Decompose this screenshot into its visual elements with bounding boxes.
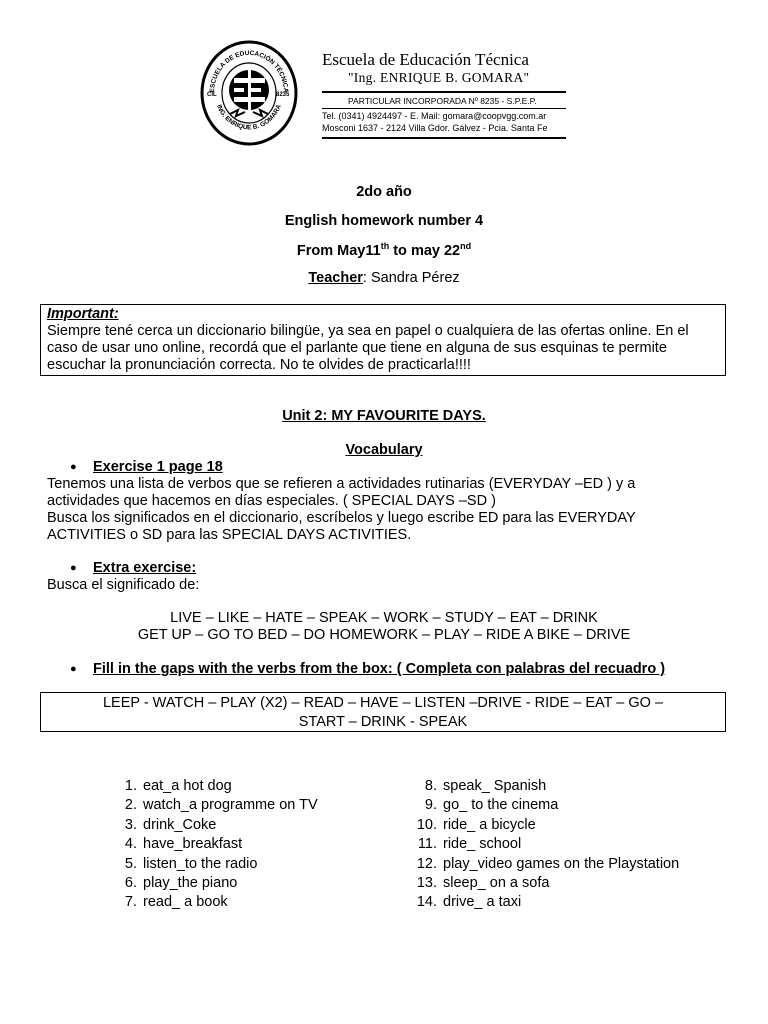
extra-verbs-line-2: GET UP – GO TO BED – DO HOMEWORK – PLAY – RIDE A BIKE – DRIVE <box>137 627 631 643</box>
list-item-text: listen_to the radio <box>143 855 258 872</box>
list-item-text: eat_a hot dog <box>143 778 232 794</box>
school-contact: Tel. (0341) 4924497 - E. Mail: gomara@coopvgg.com.ar <box>322 111 547 121</box>
list-item <box>112 796 318 815</box>
list-item <box>402 855 679 874</box>
svg-text:ING. ENRIQUE B. GOMARA: ING. ENRIQUE B. GOMARA <box>215 103 283 132</box>
list-item-number: 14. <box>416 894 437 911</box>
date-range: From May11th to may 22nd <box>296 241 472 259</box>
list-item <box>402 816 679 835</box>
exercise1-instructions: Tenemos una lista de verbos que se refieren a actividades rutinarias (EVERYDAY –ED ) y a actividades que hacemos en días especiales. ( SPECIAL DAYS –SD ) Busca los significados en el diccionario, escríbelos y luego escribe ED para las EVERYDAY ACTIVITIES o SD para las SPECIAL DAYS ACTIVITIES. <box>47 476 636 543</box>
verb-box: LEEP - WATCH – PLAY (X2) – READ – HAVE – LISTEN –DRIVE - RIDE – EAT – GO – START – DRINK - SPEAK <box>40 692 726 732</box>
list-item-text: ride_ a bicycle <box>443 816 536 833</box>
list-item <box>402 835 679 854</box>
list-item-text: have_breakfast <box>143 836 243 853</box>
list-item-number: 2. <box>124 797 137 814</box>
list-item <box>402 796 679 815</box>
homework-heading: English homework number 4 <box>284 213 484 229</box>
list-item-text: play_video games on the Playstation <box>443 855 680 872</box>
teacher-name: : Sandra Pérez <box>362 270 460 286</box>
list-item-number: 12. <box>416 855 437 872</box>
extra-verbs-line-1: LIVE – LIKE – HATE – SPEAK – WORK – STUDY – EAT – DRINK <box>170 610 598 626</box>
list-item <box>112 835 318 854</box>
bullet-icon: ● <box>70 461 77 473</box>
important-text: Siempre tené cerca un diccionario bilingüe, ya sea en papel o cualquiera de las ofertas online. En el caso de usar uno online, recordá que el parlante que tiene en alguna de sus esquinas te permite escuchar la pronunciación correcta. No te olvides de practicarla!!!! <box>47 323 689 373</box>
unit-heading: Unit 2: MY FAVOURITE DAYS. <box>282 408 486 424</box>
list-item-text: play_the piano <box>143 875 238 892</box>
list-item-text: speak_ Spanish <box>443 778 547 794</box>
extra-exercise-intro: Busca el significado de: <box>47 577 200 593</box>
list-item-number: 8. <box>424 778 437 794</box>
extra-exercise-title: Extra exercise: <box>93 560 197 576</box>
list-item-number: 9. <box>424 797 437 814</box>
list-item-number: 11. <box>417 836 437 853</box>
important-label: Important: <box>47 306 119 322</box>
teacher-line <box>0 270 768 286</box>
school-address: Mosconi 1637 - 2124 Villa Gdor. Gálvez - Pcia. Santa Fe <box>322 123 548 133</box>
year-heading: 2do año <box>356 184 412 200</box>
teacher-label: Teacher <box>308 270 363 286</box>
school-seal-logo <box>200 40 298 146</box>
list-item <box>402 893 679 912</box>
list-item-number: 13. <box>416 875 437 892</box>
list-item-text: ride_ school <box>443 836 522 853</box>
list-item <box>112 874 318 893</box>
fill-gaps-title: Fill in the gaps with the verbs from the box: ( Completa con palabras del recuadro ) <box>93 661 666 677</box>
list-item <box>402 777 679 796</box>
list-item <box>112 816 318 835</box>
list-item-number: 6. <box>124 875 137 892</box>
bullet-icon: ● <box>70 562 77 574</box>
list-item-text: sleep_ on a sofa <box>443 875 550 892</box>
gap-list-right <box>402 777 679 913</box>
list-item-number: 1. <box>124 778 137 794</box>
list-item <box>112 777 318 796</box>
list-item-number: 3. <box>124 816 137 833</box>
svg-text:CIL: CIL <box>207 92 217 98</box>
header-divider <box>322 108 566 109</box>
list-item <box>112 855 318 874</box>
list-item-text: drink_Coke <box>143 816 217 833</box>
school-registration: PARTICULAR INCORPORADA Nº 8235 - S.P.E.P. <box>348 96 537 106</box>
vocabulary-heading: Vocabulary <box>345 442 423 458</box>
gap-list-left <box>112 777 318 913</box>
header-divider <box>322 137 566 139</box>
list-item <box>112 893 318 912</box>
important-note-box <box>40 304 726 376</box>
exercise1-title: Exercise 1 page 18 <box>93 459 223 475</box>
bullet-icon: ● <box>70 663 77 675</box>
header-divider <box>322 91 566 93</box>
list-item-number: 7. <box>124 894 137 911</box>
list-item-text: watch_a programme on TV <box>143 797 318 814</box>
svg-text:8235: 8235 <box>276 92 290 98</box>
list-item-text: go_ to the cinema <box>443 797 559 814</box>
list-item-number: 5. <box>124 855 137 872</box>
list-item-number: 10. <box>416 816 437 833</box>
list-item-text: read_ a book <box>143 894 228 911</box>
list-item <box>402 874 679 893</box>
school-engineer-name: "Ing. ENRIQUE B. GOMARA" <box>348 70 530 85</box>
school-name: Escuela de Educación Técnica <box>322 50 529 69</box>
list-item-text: drive_ a taxi <box>443 894 522 911</box>
list-item-number: 4. <box>124 836 137 853</box>
svg-text:ESCUELA DE EDUCACIÓN TÉCNICA: ESCUELA DE EDUCACIÓN TÉCNICA <box>208 49 290 93</box>
